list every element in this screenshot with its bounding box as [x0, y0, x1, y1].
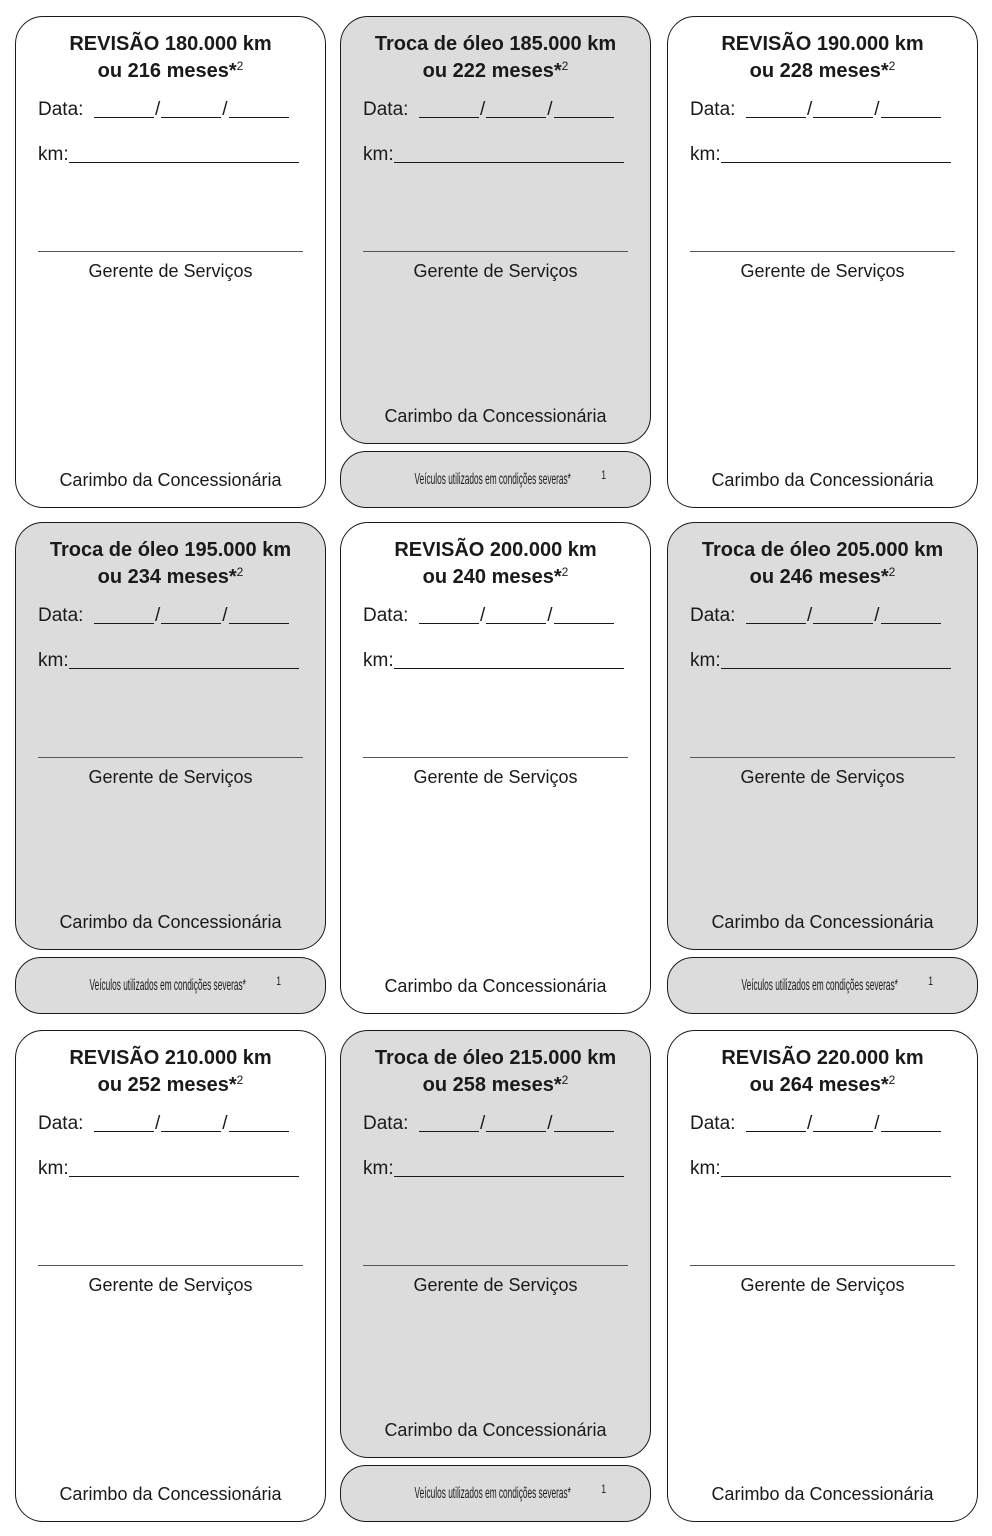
service-manager-label: Gerente de Serviços — [740, 1275, 905, 1295]
service-manager-label: Gerente de Serviços — [88, 1275, 253, 1295]
signature-line[interactable] — [363, 1265, 628, 1266]
signature-line[interactable] — [690, 757, 955, 758]
date-field[interactable]: Data: / / — [690, 1111, 941, 1135]
oil-change-card-185000 — [340, 16, 651, 444]
signature-line[interactable] — [38, 251, 303, 252]
date-field[interactable]: Data: / / — [363, 97, 614, 121]
dealer-stamp-label: Carimbo da Concessionária — [59, 912, 282, 932]
km-field[interactable]: km: — [690, 1156, 951, 1180]
km-field[interactable]: km: — [363, 648, 624, 672]
signature-line[interactable] — [690, 1265, 955, 1266]
dealer-stamp-label: Carimbo da Concessionária — [711, 1484, 934, 1504]
signature-line[interactable] — [38, 757, 303, 758]
signature-line[interactable] — [38, 1265, 303, 1266]
service-manager-label: Gerente de Serviços — [88, 767, 253, 787]
severe-conditions-note: Veículos utilizados em condições severas* $^1$ — [15, 957, 326, 1014]
card-title: Troca de óleo 195.000 km ou 234 meses*$^2$ — [49, 539, 292, 588]
km-field[interactable]: km: — [690, 648, 951, 672]
km-field[interactable]: km: — [363, 142, 624, 166]
card-title: Troca de óleo 215.000 km ou 258 meses*$^2$ — [374, 1047, 617, 1096]
service-manager-label: Gerente de Serviços — [740, 767, 905, 787]
card-title: REVISÃO 210.000 km ou 252 meses*$^2$ — [69, 1047, 272, 1096]
km-field[interactable]: km: — [38, 142, 299, 166]
service-manager-label: Gerente de Serviços — [413, 261, 578, 281]
severe-conditions-note: Veículos utilizados em condições severas* $^1$ — [340, 451, 651, 508]
service-manager-label: Gerente de Serviços — [740, 261, 905, 281]
date-field[interactable]: Data: / / — [690, 603, 941, 627]
km-field[interactable]: km: — [690, 142, 951, 166]
dealer-stamp-label: Carimbo da Concessionária — [384, 406, 607, 426]
service-card-220000 — [667, 1030, 978, 1522]
service-card-200000 — [340, 522, 651, 1014]
card-title: REVISÃO 180.000 km ou 216 meses*$^2$ — [69, 33, 272, 82]
signature-line[interactable] — [363, 251, 628, 252]
date-field[interactable]: Data: / / — [363, 1111, 614, 1135]
service-card-190000 — [667, 16, 978, 508]
date-field[interactable]: Data: / / — [38, 97, 289, 121]
km-field[interactable]: km: — [38, 648, 299, 672]
dealer-stamp-label: Carimbo da Concessionária — [384, 976, 607, 996]
signature-line[interactable] — [363, 757, 628, 758]
date-field[interactable]: Data: / / — [38, 1111, 289, 1135]
service-manager-label: Gerente de Serviços — [413, 1275, 578, 1295]
date-field[interactable]: Data: / / — [690, 97, 941, 121]
oil-change-card-205000 — [667, 522, 978, 950]
service-manager-label: Gerente de Serviços — [88, 261, 253, 281]
date-field[interactable]: Data: / / — [363, 603, 614, 627]
service-manager-label: Gerente de Serviços — [413, 767, 578, 787]
date-field[interactable]: Data: / / — [38, 603, 289, 627]
card-title: REVISÃO 220.000 km ou 264 meses*$^2$ — [721, 1047, 924, 1096]
km-field[interactable]: km: — [363, 1156, 624, 1180]
dealer-stamp-label: Carimbo da Concessionária — [59, 1484, 282, 1504]
km-field[interactable]: km: — [38, 1156, 299, 1180]
service-card-180000 — [15, 16, 326, 508]
oil-change-card-215000 — [340, 1030, 651, 1458]
dealer-stamp-label: Carimbo da Concessionária — [711, 470, 934, 490]
oil-change-card-195000 — [15, 522, 326, 950]
card-title: REVISÃO 200.000 km ou 240 meses*$^2$ — [394, 539, 597, 588]
signature-line[interactable] — [690, 251, 955, 252]
dealer-stamp-label: Carimbo da Concessionária — [59, 470, 282, 490]
severe-conditions-note: Veículos utilizados em condições severas* $^1$ — [667, 957, 978, 1014]
dealer-stamp-label: Carimbo da Concessionária — [384, 1420, 607, 1440]
dealer-stamp-label: Carimbo da Concessionária — [711, 912, 934, 932]
card-title: Troca de óleo 205.000 km ou 246 meses*$^2$ — [701, 539, 944, 588]
card-title: Troca de óleo 185.000 km ou 222 meses*$^2$ — [374, 33, 617, 82]
severe-conditions-note: Veículos utilizados em condições severas* $^1$ — [340, 1465, 651, 1522]
service-card-210000 — [15, 1030, 326, 1522]
card-title: REVISÃO 190.000 km ou 228 meses*$^2$ — [721, 33, 924, 82]
